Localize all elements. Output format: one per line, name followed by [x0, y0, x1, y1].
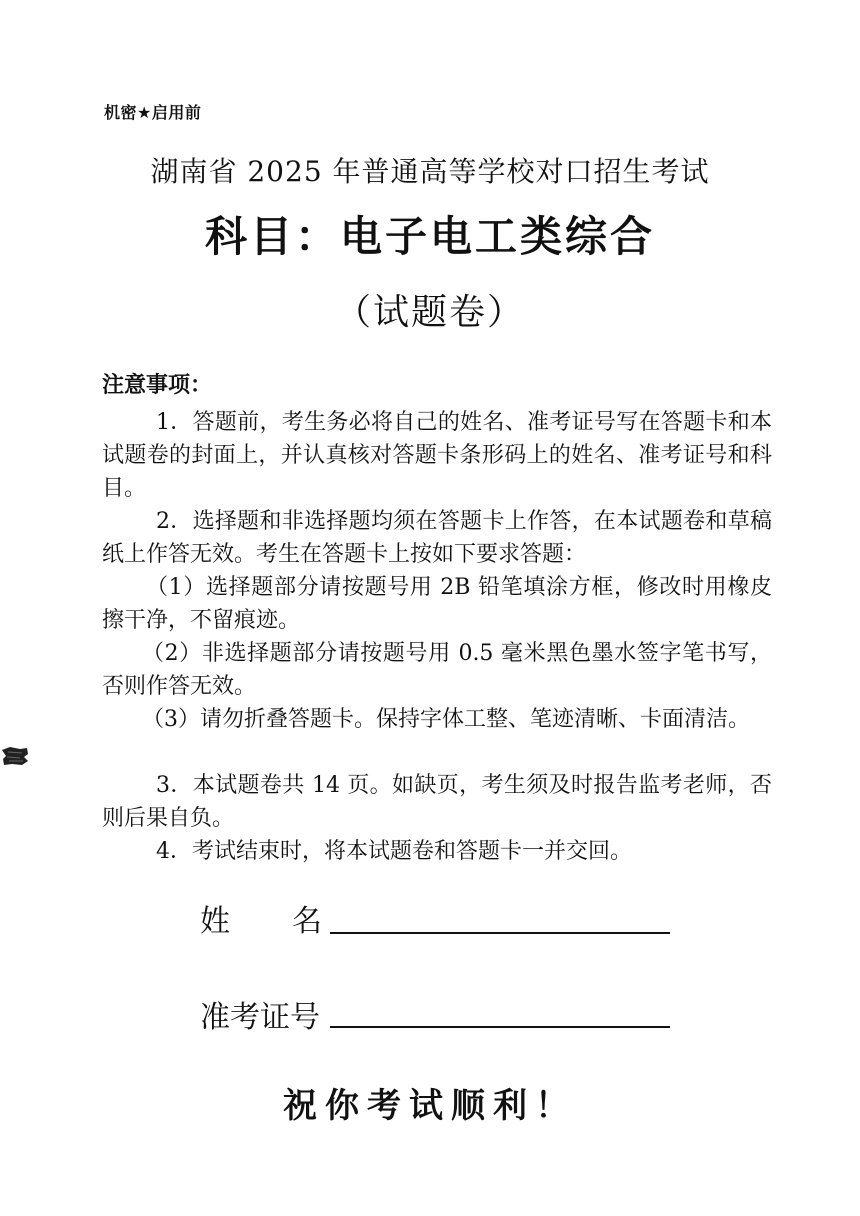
subject-title: 科目：电子电工类综合: [204, 212, 655, 261]
confidential-label: 机密★启用前: [104, 103, 202, 122]
notice-item-2: 2．选择题和非选择题均须在答题卡上作答，在本试题卷和草稿纸上作答无效。考生在答题卡上按如下要求答题：: [102, 509, 772, 567]
notice-item-1: 1．答题前，考生务必将自己的姓名、准考证号写在答题卡和本试题卷的封面上，并认真核对答题卡条形码上的姓名、准考证号和科目。: [102, 410, 772, 501]
ink-smudge: [0, 744, 30, 768]
name-field-label: [200, 896, 322, 940]
exam-id-field-underline: [330, 1026, 670, 1028]
notice-item-4: 4．考试结束时，将本试题卷和答题卡一并交回。: [156, 839, 632, 864]
notice-item-3: 3．本试题卷共 14 页。如缺页，考生须及时报告监考老师，否则后果自负。: [102, 773, 772, 831]
notice-item-2-sub-3: （3）请勿折叠答题卡。保持字体工整、笔迹清晰、卡面清洁。: [142, 707, 750, 732]
exam-title: 湖南省 2025 年普通高等学校对口招生考试: [150, 155, 710, 188]
exam-id-field-label: 准考证号: [200, 1000, 320, 1035]
notice-item-2-sub-2: （2）非选择题部分请按题号用 0.5 毫米黑色墨水签字笔书写，否则作答无效。: [102, 641, 772, 699]
name-label-char-2: 名: [292, 904, 322, 939]
notice-heading: 注意事项：: [102, 373, 213, 398]
name-label-char-1: 姓: [200, 904, 230, 939]
good-luck-message: 祝你考试顺利！: [283, 1086, 577, 1126]
notice-item-2-sub-1: （1）选择题部分请按题号用 2B 铅笔填涂方框，修改时用橡皮擦干净，不留痕迹。: [102, 575, 772, 633]
paper-type-label: （试题卷）: [334, 292, 525, 333]
name-field-underline: [330, 932, 670, 934]
